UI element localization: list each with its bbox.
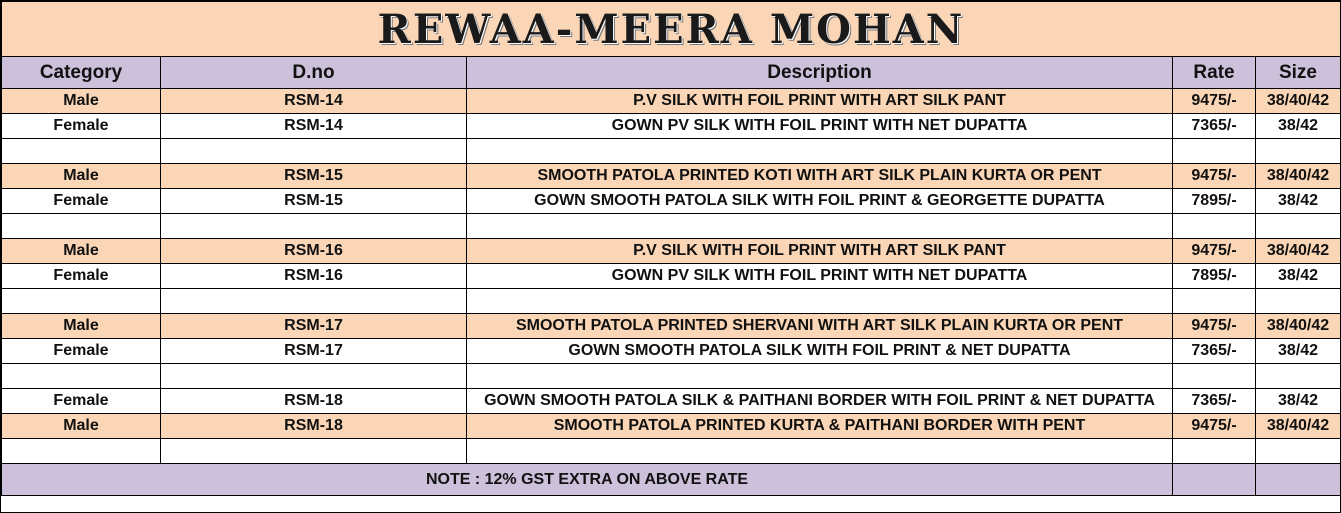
cell-rate: 7365/- — [1173, 389, 1256, 414]
cell-dno: RSM-15 — [161, 189, 467, 214]
cell-empty — [2, 439, 161, 464]
blank-row — [2, 289, 1341, 314]
cell-description: P.V SILK WITH FOIL PRINT WITH ART SILK PANT — [467, 89, 1173, 114]
cell-empty — [1173, 214, 1256, 239]
table-row — [2, 414, 1341, 439]
header-dno: D.no — [161, 57, 467, 89]
cell-empty — [467, 439, 1173, 464]
cell-empty — [467, 139, 1173, 164]
cell-description: GOWN SMOOTH PATOLA SILK WITH FOIL PRINT & GEORGETTE DUPATTA — [467, 189, 1173, 214]
cell-dno: RSM-18 — [161, 414, 467, 439]
cell-size: 38/42 — [1256, 339, 1341, 364]
cell-empty — [2, 364, 161, 389]
cell-size: 38/42 — [1256, 189, 1341, 214]
cell-dno: RSM-17 — [161, 314, 467, 339]
cell-dno: RSM-18 — [161, 389, 467, 414]
cell-dno: RSM-17 — [161, 339, 467, 364]
cell-empty — [1256, 464, 1341, 496]
price-list-table — [1, 1, 1341, 496]
cell-description: SMOOTH PATOLA PRINTED SHERVANI WITH ART SILK PLAIN KURTA OR PENT — [467, 314, 1173, 339]
blank-row — [2, 214, 1341, 239]
cell-empty — [2, 289, 161, 314]
table-row — [2, 164, 1341, 189]
cell-description: SMOOTH PATOLA PRINTED KURTA & PAITHANI BORDER WITH PENT — [467, 414, 1173, 439]
cell-empty — [467, 214, 1173, 239]
cell-description: P.V SILK WITH FOIL PRINT WITH ART SILK PANT — [467, 239, 1173, 264]
table-row — [2, 339, 1341, 364]
cell-empty — [1256, 139, 1341, 164]
cell-rate: 7365/- — [1173, 114, 1256, 139]
cell-empty — [1173, 439, 1256, 464]
cell-category: Female — [2, 114, 161, 139]
header-row — [2, 57, 1341, 89]
cell-size: 38/40/42 — [1256, 414, 1341, 439]
cell-dno: RSM-16 — [161, 239, 467, 264]
table-row — [2, 264, 1341, 289]
table-row — [2, 314, 1341, 339]
cell-size: 38/42 — [1256, 114, 1341, 139]
cell-rate: 9475/- — [1173, 89, 1256, 114]
cell-rate: 9475/- — [1173, 314, 1256, 339]
blank-row — [2, 139, 1341, 164]
header-category: Category — [2, 57, 161, 89]
cell-empty — [467, 364, 1173, 389]
cell-empty — [1256, 439, 1341, 464]
table-row — [2, 189, 1341, 214]
table-row — [2, 389, 1341, 414]
cell-empty — [1173, 139, 1256, 164]
cell-rate: 9475/- — [1173, 239, 1256, 264]
cell-rate: 7895/- — [1173, 264, 1256, 289]
cell-size: 38/42 — [1256, 389, 1341, 414]
cell-rate: 7365/- — [1173, 339, 1256, 364]
blank-row — [2, 364, 1341, 389]
cell-dno: RSM-14 — [161, 114, 467, 139]
page-title: REWAA-MEERA MOHAN — [2, 2, 1341, 57]
table-row — [2, 89, 1341, 114]
cell-category: Male — [2, 314, 161, 339]
cell-empty — [1173, 289, 1256, 314]
cell-empty — [161, 214, 467, 239]
table-row — [2, 239, 1341, 264]
cell-description: SMOOTH PATOLA PRINTED KOTI WITH ART SILK PLAIN KURTA OR PENT — [467, 164, 1173, 189]
cell-empty — [161, 364, 467, 389]
cell-dno: RSM-15 — [161, 164, 467, 189]
cell-category: Female — [2, 264, 161, 289]
cell-empty — [1173, 364, 1256, 389]
cell-empty — [1256, 364, 1341, 389]
header-description: Description — [467, 57, 1173, 89]
cell-category: Female — [2, 189, 161, 214]
cell-category: Male — [2, 164, 161, 189]
cell-empty — [2, 139, 161, 164]
cell-description: GOWN PV SILK WITH FOIL PRINT WITH NET DUPATTA — [467, 114, 1173, 139]
cell-size: 38/40/42 — [1256, 239, 1341, 264]
header-size: Size — [1256, 57, 1341, 89]
cell-empty — [161, 139, 467, 164]
cell-category: Male — [2, 239, 161, 264]
cell-rate: 9475/- — [1173, 414, 1256, 439]
cell-description: GOWN SMOOTH PATOLA SILK & PAITHANI BORDER WITH FOIL PRINT & NET DUPATTA — [467, 389, 1173, 414]
cell-empty — [467, 289, 1173, 314]
cell-dno: RSM-14 — [161, 89, 467, 114]
cell-size: 38/42 — [1256, 264, 1341, 289]
cell-category: Female — [2, 389, 161, 414]
cell-size: 38/40/42 — [1256, 314, 1341, 339]
cell-empty — [161, 289, 467, 314]
cell-category: Male — [2, 89, 161, 114]
cell-empty — [161, 439, 467, 464]
blank-row — [2, 439, 1341, 464]
cell-size: 38/40/42 — [1256, 164, 1341, 189]
cell-empty — [1256, 214, 1341, 239]
gst-note: NOTE : 12% GST EXTRA ON ABOVE RATE — [2, 464, 1173, 496]
header-rate: Rate — [1173, 57, 1256, 89]
cell-rate: 7895/- — [1173, 189, 1256, 214]
cell-empty — [1173, 464, 1256, 496]
cell-description: GOWN PV SILK WITH FOIL PRINT WITH NET DUPATTA — [467, 264, 1173, 289]
table-row — [2, 114, 1341, 139]
note-row — [2, 464, 1341, 496]
cell-size: 38/40/42 — [1256, 89, 1341, 114]
cell-empty — [1256, 289, 1341, 314]
cell-dno: RSM-16 — [161, 264, 467, 289]
cell-category: Female — [2, 339, 161, 364]
title-row — [2, 2, 1341, 57]
cell-category: Male — [2, 414, 161, 439]
cell-rate: 9475/- — [1173, 164, 1256, 189]
cell-description: GOWN SMOOTH PATOLA SILK WITH FOIL PRINT & NET DUPATTA — [467, 339, 1173, 364]
cell-empty — [2, 214, 161, 239]
